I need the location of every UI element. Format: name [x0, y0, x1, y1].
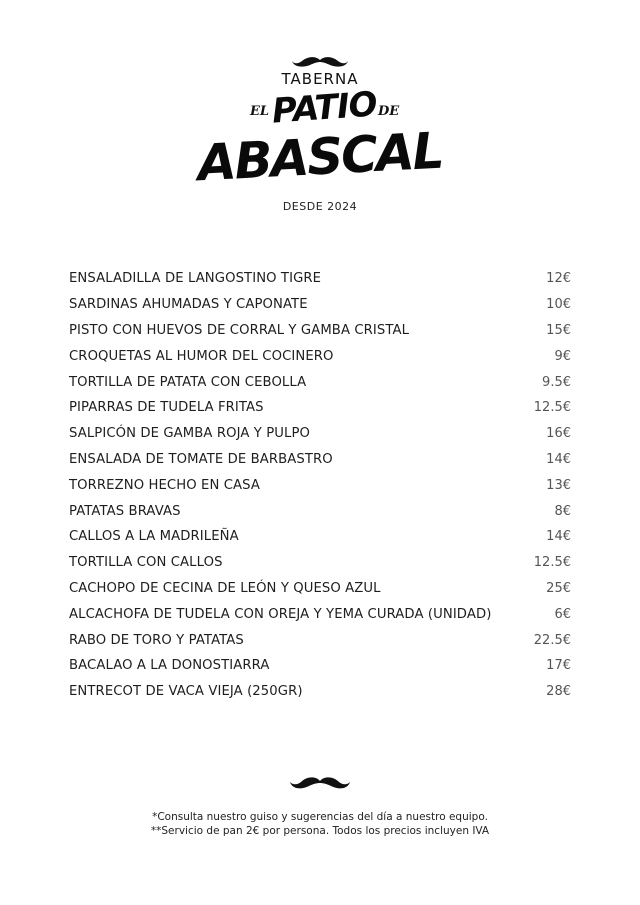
- dish-price: 16€: [546, 426, 571, 442]
- note-daily-specials: *Consulta nuestro guiso y sugerencias del día a nuestro equipo.: [152, 811, 488, 823]
- menu-item: [69, 447, 571, 473]
- mustache-icon: [290, 776, 350, 790]
- menu-item: [69, 524, 571, 550]
- dish-name: ENTRECOT DE VACA VIEJA (250GR): [69, 684, 303, 700]
- taberna-label: TABERNA: [281, 70, 359, 88]
- dish-price: 13€: [546, 477, 571, 493]
- abascal-word: ABASCAL: [196, 121, 444, 193]
- de-word: DE: [378, 104, 400, 119]
- dish-price: 12€: [546, 271, 571, 287]
- dish-name: ENSALADA DE TOMATE DE BARBASTRO: [69, 451, 333, 467]
- menu-item: [69, 421, 571, 447]
- dish-price: 22.5€: [533, 632, 571, 648]
- dish-price: 10€: [546, 297, 571, 313]
- patio-word: PATIO: [270, 84, 378, 132]
- footer-notes: [0, 810, 640, 838]
- dish-name: CALLOS A LA MADRILEÑA: [69, 529, 239, 545]
- menu-item: [69, 318, 571, 344]
- menu-item: [69, 679, 571, 705]
- dish-name: SALPICÓN DE GAMBA ROJA Y PULPO: [69, 426, 310, 442]
- menu-list: [69, 266, 571, 705]
- dish-name: TORREZNO HECHO EN CASA: [69, 477, 260, 493]
- dish-name: TORTILLA CON CALLOS: [69, 555, 223, 571]
- menu-item: [69, 369, 571, 395]
- dish-price: 12.5€: [533, 400, 571, 416]
- dish-name: PIPARRAS DE TUDELA FRITAS: [69, 400, 264, 416]
- dish-name: RABO DE TORO Y PATATAS: [69, 632, 244, 648]
- el-word: EL: [250, 104, 270, 119]
- since-label: DESDE 2024: [282, 200, 358, 213]
- dish-name: PATATAS BRAVAS: [69, 503, 181, 519]
- dish-name: ALCACHOFA DE TUDELA CON OREJA Y YEMA CURADA (UNIDAD): [69, 606, 492, 622]
- menu-item: [69, 343, 571, 369]
- dish-price: 9€: [554, 348, 571, 364]
- dish-name: CACHOPO DE CECINA DE LEÓN Y QUESO AZUL: [69, 580, 381, 596]
- menu-item: [69, 627, 571, 653]
- dish-name: SARDINAS AHUMADAS Y CAPONATE: [69, 297, 308, 313]
- logo: [0, 56, 640, 213]
- dish-name: CROQUETAS AL HUMOR DEL COCINERO: [69, 348, 334, 364]
- menu-item: [69, 498, 571, 524]
- dish-name: BACALAO A LA DONOSTIARRA: [69, 658, 270, 674]
- menu-item: [69, 576, 571, 602]
- menu-item: [69, 550, 571, 576]
- dish-price: 14€: [546, 451, 571, 467]
- dish-price: 6€: [554, 606, 571, 622]
- menu-item: [69, 472, 571, 498]
- dish-price: 17€: [546, 658, 571, 674]
- dish-price: 15€: [546, 322, 571, 338]
- dish-price: 25€: [546, 580, 571, 596]
- menu-item: [69, 653, 571, 679]
- dish-price: 28€: [546, 684, 571, 700]
- dish-name: ENSALADILLA DE LANGOSTINO TIGRE: [69, 271, 322, 287]
- menu-item: [69, 266, 571, 292]
- dish-price: 9.5€: [542, 374, 571, 390]
- dish-name: PISTO CON HUEVOS DE CORRAL Y GAMBA CRISTAL: [69, 322, 410, 338]
- menu-item: [69, 292, 571, 318]
- dish-price: 14€: [546, 529, 571, 545]
- dish-price: 8€: [554, 503, 571, 519]
- note-bread-service: **Servicio de pan 2€ por persona. Todos los precios incluyen IVA: [150, 825, 490, 837]
- dish-name: TORTILLA DE PATATA CON CEBOLLA: [69, 374, 307, 390]
- dish-price: 12.5€: [533, 555, 571, 571]
- menu-item: [69, 395, 571, 421]
- mustache-icon: [292, 56, 348, 68]
- menu-item: [69, 601, 571, 627]
